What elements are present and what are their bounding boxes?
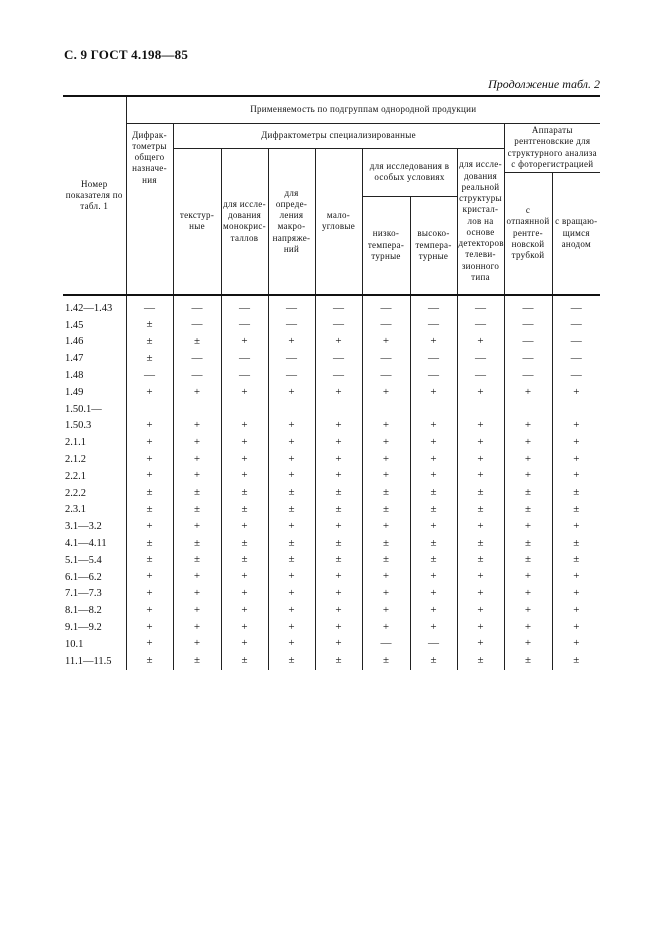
table-cell: + [552,619,600,636]
header-monocrystals: для иссле-дования монокрис-таллов [221,148,268,295]
table-cell: — [221,317,268,334]
table-cell: + [315,334,362,351]
table-row [63,535,600,552]
table-cell: — [173,317,221,334]
table-cell: + [221,384,268,401]
table-cell: — [552,334,600,351]
table-cell: + [126,468,173,485]
table-cell: + [173,569,221,586]
table-cell: ± [457,535,504,552]
table-cell: + [457,384,504,401]
table-cell: — [126,295,173,317]
header-texture: текстур-ные [173,148,221,295]
table-cell: ± [126,350,173,367]
table-cell: + [221,586,268,603]
table-cell: ± [457,653,504,670]
table-cell: + [173,586,221,603]
table-cell: ± [268,552,315,569]
table-cell: + [173,451,221,468]
table-cell: + [173,518,221,535]
table-row [63,619,600,636]
table-cell: ± [410,552,457,569]
table-continuation-note: Продолжение табл. 2 [488,77,600,91]
table-cell: + [552,518,600,535]
table-cell: ± [315,535,362,552]
row-indicator: 4.1—4.11 [65,537,107,549]
header-applicability: Применяемость по подгруппам однородной продукции [126,96,600,123]
table-cell: + [126,451,173,468]
table-cell: + [126,602,173,619]
table-cell: ± [552,552,600,569]
table-cell: ± [126,485,173,502]
table-cell: ± [504,485,552,502]
header-sealed-tube: с отпаянной рентге-новской трубкой [504,172,552,295]
table-cell: + [315,569,362,586]
table-cell: — [504,334,552,351]
table-cell: + [221,418,268,435]
row-indicator: 1.42—1.43 [65,302,113,314]
table-cell: ± [315,653,362,670]
table-cell: ± [362,502,410,519]
row-indicator: 1.47 [65,353,84,365]
row-indicator: 1.46 [65,336,84,348]
table-cell: — [221,295,268,317]
table-cell: — [126,367,173,384]
table-cell: ± [552,485,600,502]
table-row [63,602,600,619]
table-cell: + [552,468,600,485]
table-cell: + [504,418,552,435]
table-cell: + [268,569,315,586]
table-cell [173,401,221,418]
table-cell: + [221,636,268,653]
table-cell: + [221,619,268,636]
table-cell: — [410,295,457,317]
table-cell: ± [504,653,552,670]
table-row [63,334,600,351]
table-row [63,451,600,468]
table-cell: + [315,586,362,603]
header-high-temperature: высоко-темпера-турные [410,196,457,295]
table-cell: — [173,367,221,384]
table-row [63,295,600,317]
table-cell: + [410,518,457,535]
row-indicator: 6.1—6.2 [65,571,102,583]
table-cell: + [268,602,315,619]
table-cell: ± [221,535,268,552]
table-row [63,317,600,334]
row-indicator: 5.1—5.4 [65,554,102,566]
table-cell: + [126,586,173,603]
table-cell: + [504,619,552,636]
table-cell: + [362,418,410,435]
table-cell: + [315,384,362,401]
table-cell: + [268,619,315,636]
table-cell: + [410,602,457,619]
table-cell: + [457,569,504,586]
table-cell: + [552,586,600,603]
table-cell: — [457,350,504,367]
table-row [63,350,600,367]
table-cell: ± [173,535,221,552]
table-cell: ± [173,485,221,502]
table-cell: — [552,295,600,317]
table-cell: + [221,434,268,451]
table-row [63,418,600,435]
table-cell: — [552,317,600,334]
table-cell: ± [552,535,600,552]
table-cell: — [268,367,315,384]
table-cell: — [173,295,221,317]
row-indicator: 1.50.1— [65,403,102,415]
table-cell: + [173,602,221,619]
header-indicator-number: Номер показателя по табл. 1 [63,96,126,295]
table-cell: + [362,602,410,619]
table-cell: — [504,295,552,317]
table-cell: + [410,434,457,451]
table-cell: ± [410,485,457,502]
table-cell: + [315,602,362,619]
table-cell: + [173,468,221,485]
table-cell: — [457,367,504,384]
page-header: С. 9 ГОСТ 4.198—85 [64,47,189,62]
table-cell: + [126,636,173,653]
table-cell: + [362,586,410,603]
header-real-structure: для иссле-дования реальной структуры кристал-лов на основе детекторов телеви-зионного типа [457,148,504,295]
table-cell: + [552,384,600,401]
table-cell: + [126,619,173,636]
header-xray-apparatus: Аппараты рентгеновские для структурного анализа с фоторегистрацией [504,123,600,172]
table-cell: + [457,418,504,435]
table-row [63,502,600,519]
table-cell [126,401,173,418]
table-cell: + [504,569,552,586]
table-cell: + [221,334,268,351]
table-cell [315,401,362,418]
table-cell: ± [410,502,457,519]
table-cell: — [221,350,268,367]
table-cell: + [315,418,362,435]
header-special-conditions: для исследования в особых условиях [362,148,457,196]
table-cell: ± [221,653,268,670]
table-cell: — [552,367,600,384]
table-cell: — [173,350,221,367]
table-cell: + [268,334,315,351]
table-cell: + [173,434,221,451]
table-cell: ± [315,485,362,502]
table-cell: + [504,586,552,603]
table-cell [221,401,268,418]
row-indicator: 2.1.2 [65,454,86,465]
table-cell: — [410,317,457,334]
table-cell: + [268,434,315,451]
table-cell: ± [221,485,268,502]
table-cell: ± [173,552,221,569]
table-cell: + [173,384,221,401]
table-cell: — [268,350,315,367]
table-cell: + [315,434,362,451]
table-cell: — [362,317,410,334]
table-row [63,367,600,384]
table-cell: + [362,569,410,586]
table-cell: ± [221,552,268,569]
table-cell: ± [362,653,410,670]
table-cell: ± [126,535,173,552]
table-cell: + [362,468,410,485]
row-indicator: 1.50.3 [65,420,92,432]
table-cell: — [362,636,410,653]
row-indicator: 3.1—3.2 [65,521,102,533]
table-cell: + [504,468,552,485]
table-cell: + [268,518,315,535]
table-cell: + [457,636,504,653]
table-cell: + [126,518,173,535]
table-cell: ± [457,485,504,502]
table-cell: ± [362,535,410,552]
table-row [63,401,600,418]
table-cell: + [410,569,457,586]
table-cell: + [552,602,600,619]
table-cell: — [504,367,552,384]
table-cell: + [504,384,552,401]
table-cell: — [457,295,504,317]
table-cell: + [457,602,504,619]
table-cell: ± [504,535,552,552]
table-cell: + [552,451,600,468]
table-cell: — [315,295,362,317]
table-row [63,552,600,569]
table-row [63,569,600,586]
table-cell: + [315,619,362,636]
table-cell: ± [504,552,552,569]
table-cell: ± [173,653,221,670]
table-cell: + [268,418,315,435]
table-cell: + [552,418,600,435]
table-cell: + [410,334,457,351]
table-cell: + [315,636,362,653]
table-cell: ± [126,653,173,670]
table-cell: + [126,569,173,586]
row-indicator: 1.49 [65,386,84,398]
row-indicator: 1.45 [65,319,84,331]
table-cell: + [362,334,410,351]
table-cell: ± [173,502,221,519]
table-cell: ± [410,535,457,552]
table-cell: ± [315,502,362,519]
table-cell: + [315,518,362,535]
table-cell: ± [126,552,173,569]
table-cell: — [552,350,600,367]
row-indicator: 9.1—9.2 [65,621,102,633]
table-cell: — [268,317,315,334]
table-cell: — [221,367,268,384]
table-cell: ± [268,502,315,519]
table-cell: + [362,434,410,451]
table-cell: + [173,619,221,636]
table-cell: ± [126,334,173,351]
table-cell: — [410,367,457,384]
table-cell: + [410,619,457,636]
table-row [63,586,600,603]
table-cell: — [362,295,410,317]
table-cell: — [410,350,457,367]
header-small-angle: мало-угловые [315,148,362,295]
table-cell: + [457,434,504,451]
row-indicator: 11.1—11.5 [65,655,112,667]
table-cell: + [362,619,410,636]
row-indicator: 1.48 [65,370,84,382]
table-cell: + [410,451,457,468]
table-cell: + [457,334,504,351]
table-cell: + [126,434,173,451]
table-cell: + [552,569,600,586]
table-cell: + [315,451,362,468]
table-cell: — [315,350,362,367]
table-cell: + [173,636,221,653]
table-cell: + [268,636,315,653]
table-row [63,468,600,485]
table-cell: ± [362,485,410,502]
table-body [63,295,600,670]
table-cell: + [504,451,552,468]
table-cell: + [362,384,410,401]
table-cell: + [268,451,315,468]
row-indicator: 2.2.2 [65,487,86,499]
table-cell: + [268,384,315,401]
table-cell: ± [268,535,315,552]
table-cell: + [457,586,504,603]
table-cell: ± [362,552,410,569]
table-cell: + [457,518,504,535]
table-cell: ± [173,334,221,351]
table-cell: + [126,384,173,401]
table-cell: — [410,636,457,653]
table-cell: + [221,451,268,468]
table-cell: + [410,384,457,401]
table-cell: + [315,468,362,485]
header-rotating-anode: с вращаю-щимся анодом [552,172,600,295]
header-low-temperature: низко-темпера-турные [362,196,410,295]
table-cell: — [315,367,362,384]
table-cell: + [504,636,552,653]
table-cell: ± [410,653,457,670]
table-row [63,518,600,535]
table-cell: + [410,586,457,603]
row-indicator: 10.1 [65,638,84,650]
table-cell [504,401,552,418]
table-cell: + [221,468,268,485]
table-cell: + [173,418,221,435]
table-cell: + [552,434,600,451]
header-general-purpose: Дифрак-тометры общего назначе-ния [126,123,173,295]
table-row [63,653,600,670]
table-cell: — [268,295,315,317]
row-indicator: 2.2.1 [65,470,86,482]
applicability-table [63,95,600,670]
table-cell: + [268,468,315,485]
table-cell: ± [457,552,504,569]
table-row [63,485,600,502]
table-row [63,636,600,653]
table-cell: + [504,602,552,619]
table-cell [362,401,410,418]
table-cell: + [221,602,268,619]
row-indicator: 7.1—7.3 [65,588,102,600]
table-cell: — [315,317,362,334]
table-cell [410,401,457,418]
table-cell: ± [126,317,173,334]
table-cell: — [362,367,410,384]
table-cell: ± [504,502,552,519]
table-cell: + [457,451,504,468]
table-cell: + [268,586,315,603]
table-cell: ± [552,653,600,670]
table-cell: + [221,518,268,535]
table-cell: ± [268,653,315,670]
table-cell: ± [457,502,504,519]
table-cell: + [552,636,600,653]
table-cell: — [504,317,552,334]
row-indicator: 8.1—8.2 [65,605,102,617]
table-cell: ± [268,485,315,502]
table-cell: + [504,434,552,451]
table-cell: — [362,350,410,367]
table-cell: ± [221,502,268,519]
table-cell [268,401,315,418]
table-cell: — [457,317,504,334]
table-cell: + [457,468,504,485]
table-cell: + [410,418,457,435]
table-cell: ± [552,502,600,519]
row-indicator: 2.3.1 [65,504,86,516]
header-macrostress: для опреде-ления макро-напряже-ний [268,148,315,295]
table-cell: — [504,350,552,367]
table-cell: + [457,619,504,636]
table-cell: + [410,468,457,485]
table-row [63,434,600,451]
table-cell: + [221,569,268,586]
table-row [63,384,600,401]
table-cell [552,401,600,418]
table-cell: + [362,451,410,468]
table-cell [457,401,504,418]
row-indicator: 2.1.1 [65,437,86,449]
table-cell: + [362,518,410,535]
table-cell: ± [315,552,362,569]
table-cell: ± [126,502,173,519]
header-specialized: Дифрактометры специализированные [173,123,504,148]
table-cell: + [126,418,173,435]
table-cell: + [504,518,552,535]
